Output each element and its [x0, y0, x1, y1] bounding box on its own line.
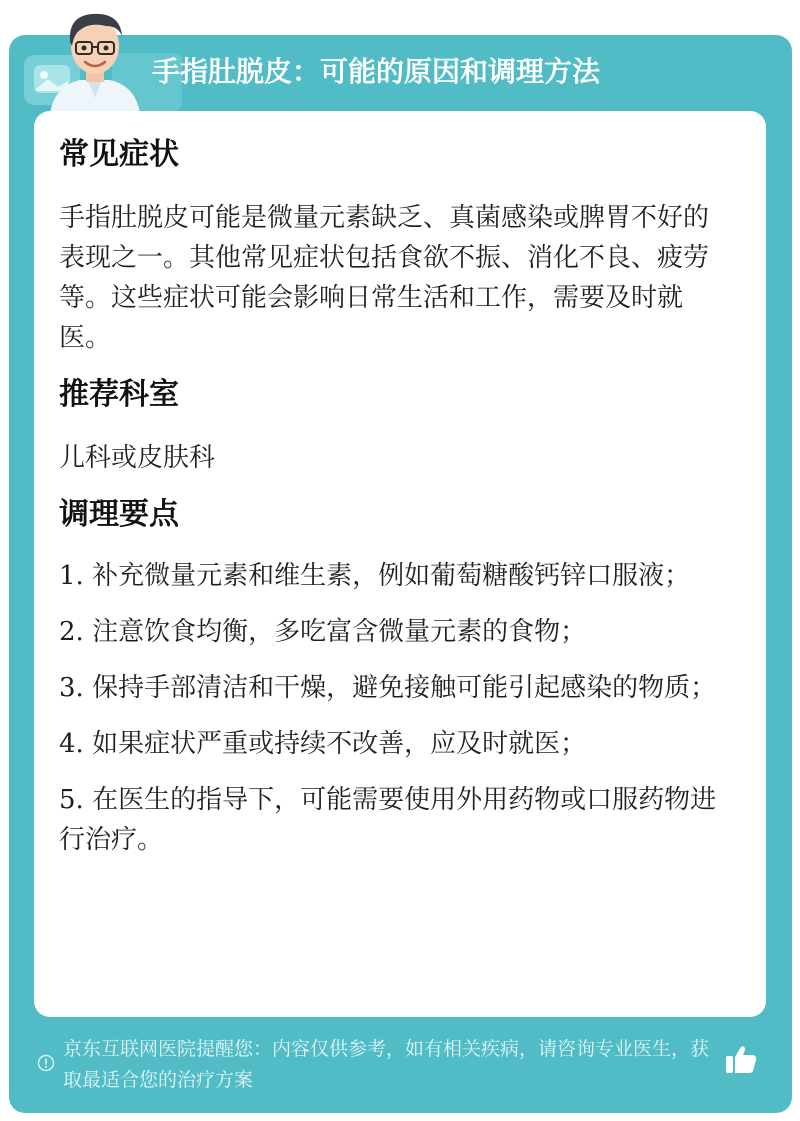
- list-number: 1.: [59, 561, 84, 591]
- list-text: 在医生的指导下，可能需要使用外用药物或口服药物进行治疗。: [59, 785, 717, 855]
- doctor-avatar: [40, 6, 150, 114]
- list-number: 5.: [59, 785, 84, 815]
- list-number: 3.: [59, 673, 84, 703]
- list-text: 补充微量元素和维生素，例如葡萄糖酸钙锌口服液；: [92, 561, 691, 591]
- section-heading-department: 推荐科室: [59, 377, 179, 412]
- list-number: 2.: [59, 617, 84, 647]
- section-heading-care: 调理要点: [59, 497, 179, 532]
- list-item: [59, 780, 729, 860]
- list-number: 4.: [59, 729, 84, 759]
- department-text: 儿科或皮肤科: [59, 443, 216, 473]
- info-icon: [37, 1054, 55, 1072]
- list-item: [59, 612, 729, 652]
- list-item: [59, 724, 729, 764]
- list-item: [59, 556, 729, 596]
- article-content: [59, 134, 729, 860]
- section-heading-symptoms: 常见症状: [59, 137, 179, 172]
- list-text: 保持手部清洁和干燥，避免接触可能引起感染的物质；: [92, 673, 717, 703]
- symptoms-text: 手指肚脱皮可能是微量元素缺乏、真菌感染或脾胃不好的表现之一。其他常见症状包括食欲不振、消化不良、疲劳等。这些症状可能会影响日常生活和工作，需要及时就医。: [59, 203, 710, 353]
- thumbs-up-icon[interactable]: [724, 1043, 758, 1075]
- disclaimer-text: 京东互联网医院提醒您：内容仅供参考，如有相关疾病，请咨询专业医生，获取最适合您的治疗方案: [63, 1038, 710, 1091]
- page-title: 手指肚脱皮：可能的原因和调理方法: [152, 55, 601, 88]
- list-text: 如果症状严重或持续不改善，应及时就医；: [92, 729, 587, 759]
- list-text: 注意饮食均衡，多吃富含微量元素的食物；: [92, 617, 587, 647]
- list-item: [59, 668, 729, 708]
